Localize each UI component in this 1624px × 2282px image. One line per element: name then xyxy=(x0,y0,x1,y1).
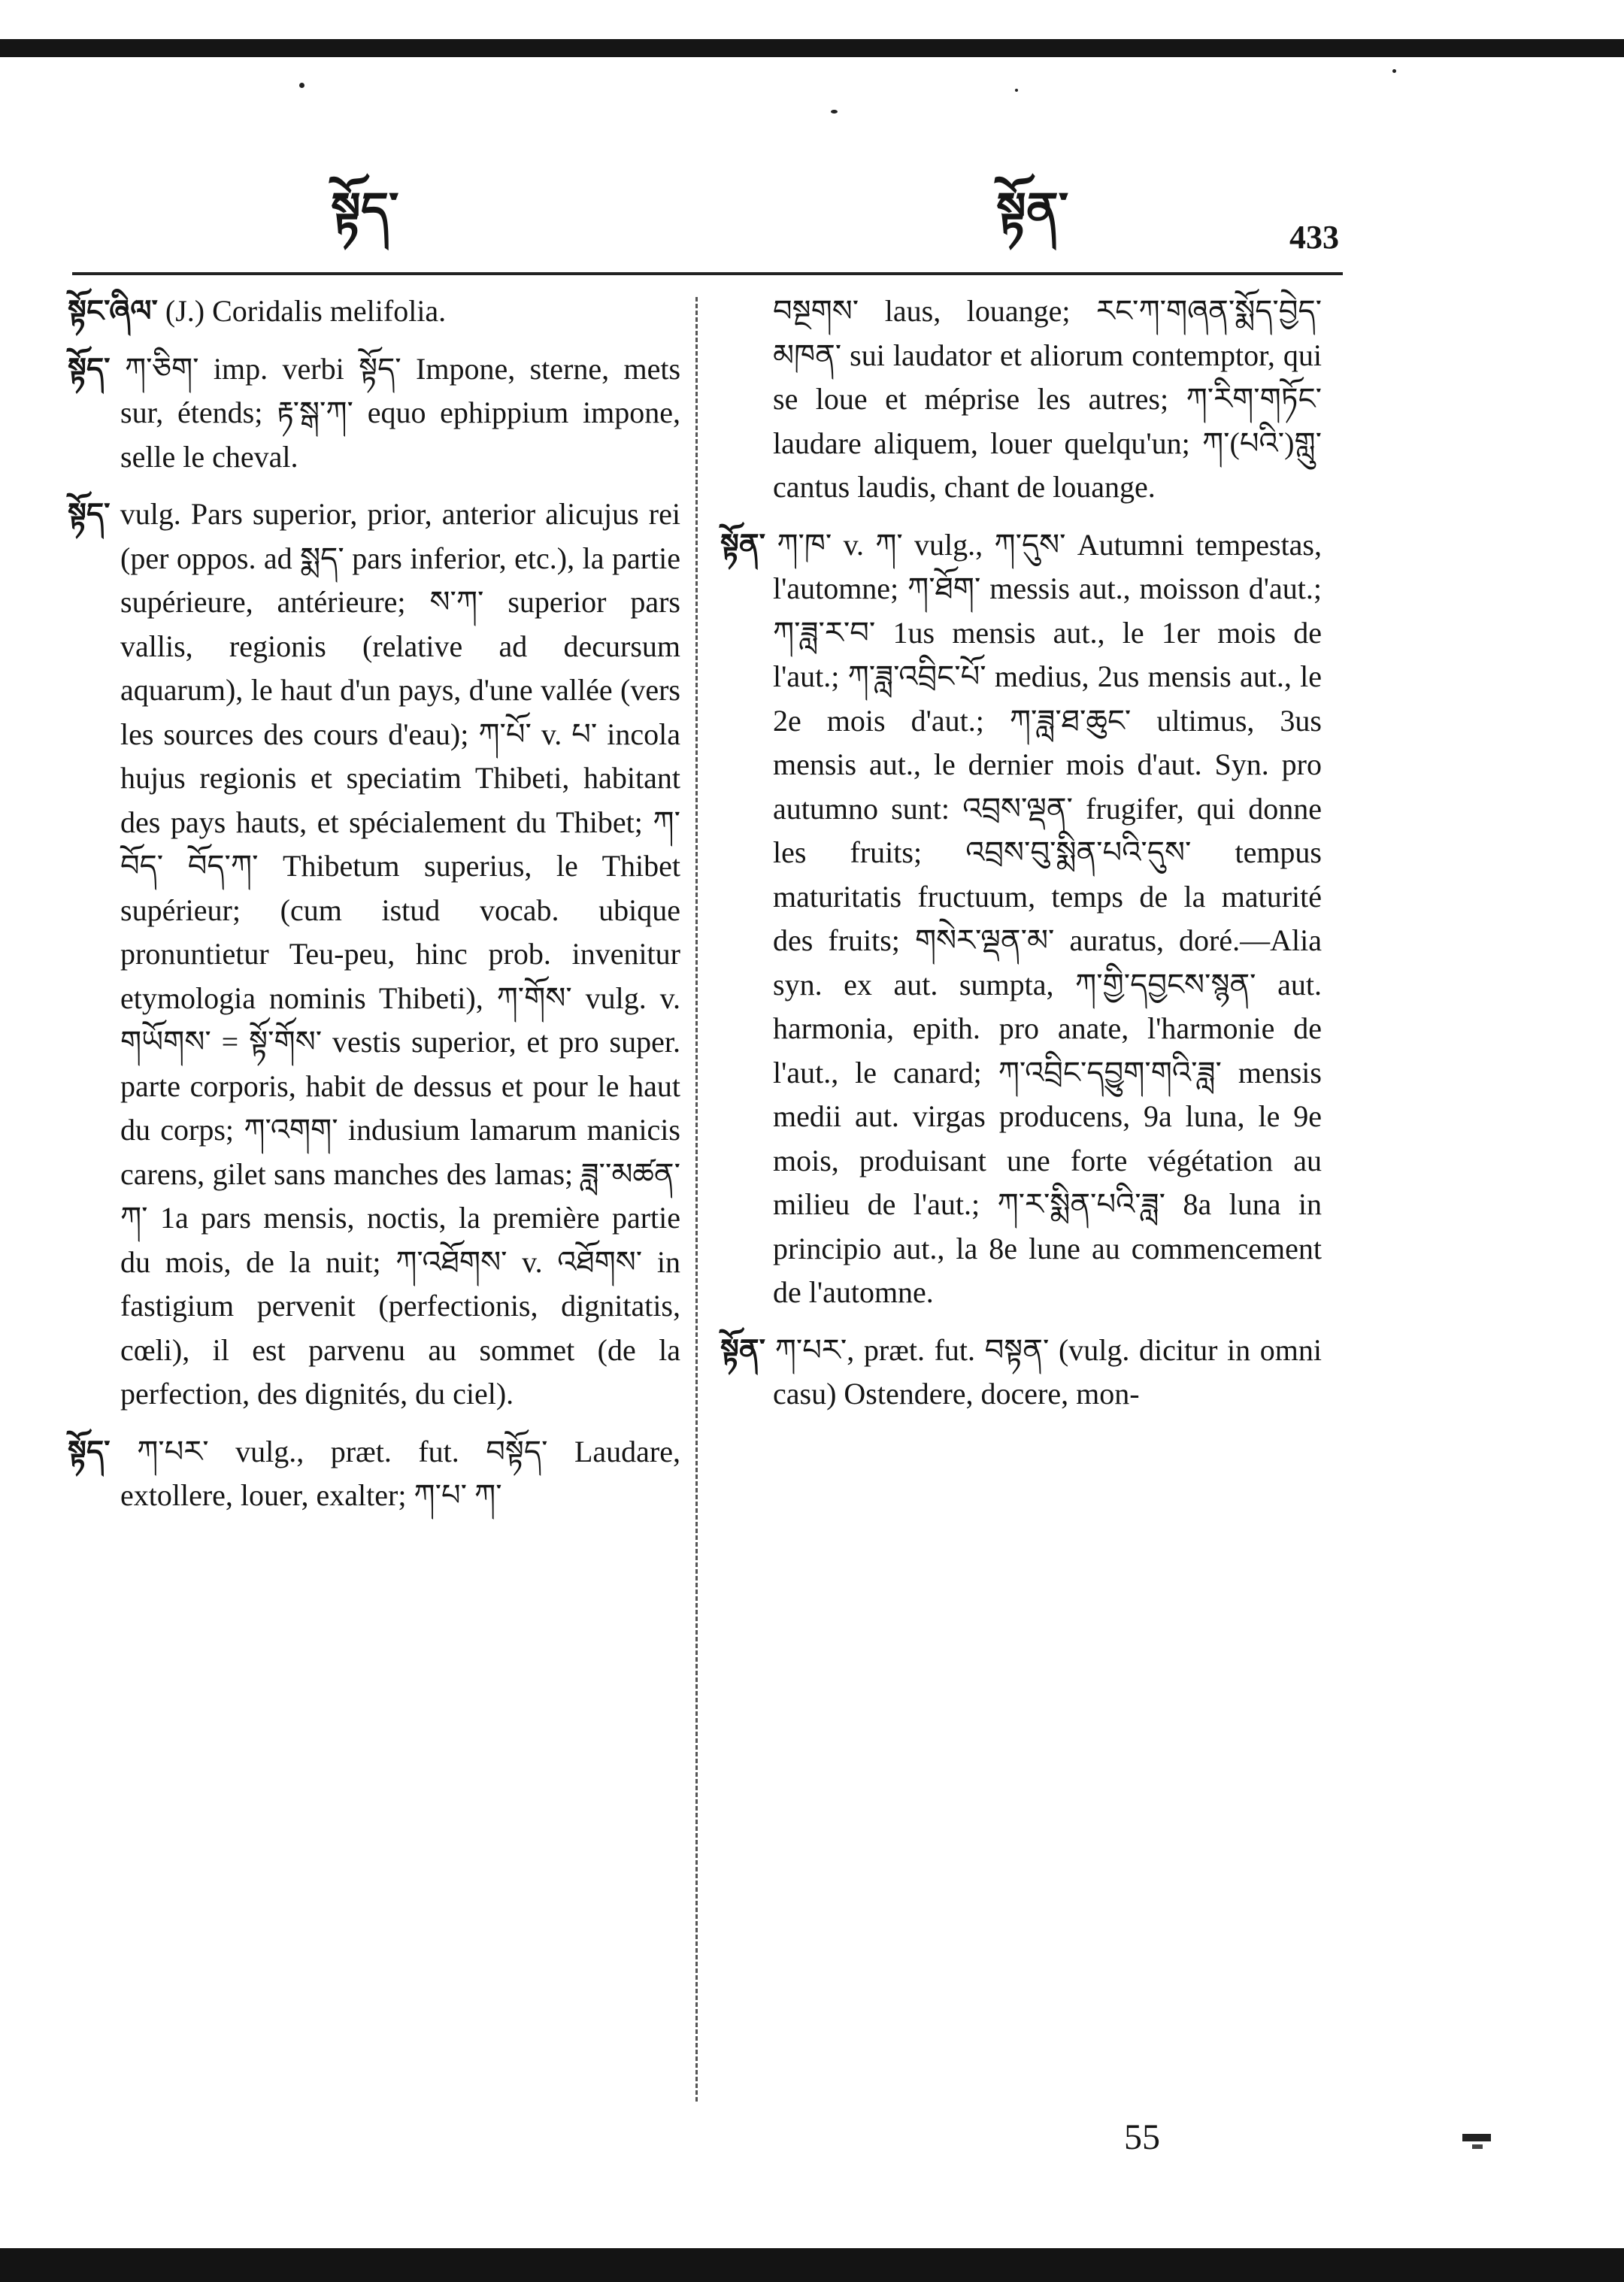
entry-headword: སྟོད་ xyxy=(68,1434,111,1468)
entry-headword: སྟོན་ xyxy=(720,1332,766,1367)
entry-text: vulg. Pars superior, prior, anterior alicujus rei (per oppos. ad སྨད་ pars inferior, etc.), la partie supérieure, antérieure; ས་ཀ་ superior pars vallis, regionis (relative ad decursum aquarum), le haut d'un pays, d'une vallée (vers les sources des cours d'eau); ཀ་པོ་ v. པ་ incola hujus regionis et speciatim Thibeti, habitant des pays hauts, et spécialement du Thibet; ཀ་བོད་ བོད་ཀ་ Thibetum superius, le Thibet supérieur; (cum istud vocab. ubique pronuntietur Teu-peu, hinc prob. invenitur etymologia nominis Thibeti), ཀ་གོས་ vulg. v. གཡོགས་ = སྟོ་གོས་ vestis superior, et pro super. parte corporis, habit de dessus et pour le haut du corps; ཀ་འགག་ indusium lamarum manicis carens, gilet sans manches des lamas; ཟླ་་མཚན་ཀ་ 1a pars mensis, noctis, la première partie du mois, de la nuit; ཀ་འཐོགས་ v. འཐོགས་ in fastigium pervenit (perfectionis, dignitatis, cœli), il est parvenu au sommet (de la perfection, des dignités, du ciel). xyxy=(120,497,680,1411)
entry-text: བསྔགས་ laus, louange; རང་ཀ་གཞན་སྨོད་བྱེད་མཁན་ sui laudator et aliorum contemptor, qui se loue et méprise les autres; ཀ་རིག་གཏོང་ laudare aliquem, louer quelqu'un; ཀ་(པའི་)གླུ་ cantus laudis, chant de louange. xyxy=(773,294,1322,504)
scan-top-border xyxy=(0,39,1624,53)
dictionary-entry xyxy=(68,492,680,1417)
scan-speck xyxy=(1015,89,1018,92)
scan-artifact xyxy=(1462,2134,1491,2141)
running-head-right: སྟོན་ xyxy=(996,183,1069,237)
scan-artifact xyxy=(1472,2144,1483,2149)
dictionary-entry xyxy=(720,523,1322,1315)
scan-speck xyxy=(831,110,838,114)
entry-headword: སྟོད་ xyxy=(68,497,111,531)
entry-text: ཀ་པར་ vulg., præt. fut. བསྟོད་ Laudare, extollere, louer, exalter; ཀ་པ་ ཀ་ xyxy=(120,1434,680,1512)
signature-mark: 55 xyxy=(1124,2117,1160,2157)
header-rule xyxy=(72,272,1343,275)
column-divider xyxy=(695,297,698,2102)
scan-speck xyxy=(1392,69,1396,73)
entry-text: ཀ་པར་, præt. fut. བསྟན་ (vulg. dicitur in omni casu) Ostendere, docere, mon- xyxy=(773,1332,1322,1411)
left-column xyxy=(68,289,680,1532)
scan-bottom-border xyxy=(0,2248,1624,2282)
scan-speck xyxy=(299,83,304,88)
entry-text: ཀ་ཁ་ v. ཀ་ vulg., ཀ་དུས་ Autumni tempestas, l'automne; ཀ་ཐོག་ messis aut., moisson d'aut.; ཀ་ཟླ་ར་བ་ 1us mensis aut., le 1er mois de l'aut.; ཀ་ཟླ་འབྲིང་པོ་ medius, 2us mensis aut., le 2e mois d'aut.; ཀ་ཟླ་ཐ་ཆུང་ ultimus, 3us mensis aut., le dernier mois d'aut. Syn. pro autumno sunt: འབྲས་ལྡན་ frugifer, qui donne les fruits; འབྲས་བུ་སྨིན་པའི་དུས་ tempus maturitatis fructuum, temps de la maturité des fruits; གསེར་ལྡན་མ་ auratus, doré.—Alia syn. ex aut. sumpta, ཀ་གྱི་དབྱངས་སྙན་ aut. harmonia, epith. pro anate, l'harmonie de l'aut., le canard; ཀ་འབྲིང་དབྱུག་གའི་ཟླ་ mensis medii aut. virgas producens, 9a luna, le 9e mois, produisant une forte végétation au milieu de l'aut.; ཀ་ར་སྨིན་པའི་ཟླ་ 8a luna in principio aut., la 8e lune au commencement de l'automne. xyxy=(773,527,1323,1309)
dictionary-entry xyxy=(68,1430,680,1518)
entry-headword: སྟོན་ xyxy=(720,527,766,562)
entry-text: ཀ་ཅིག་ imp. verbi སྟོད་ Impone, sterne, mets sur, étends; རྟ་སྒ་ཀ་ equo ephippium impone, selle le cheval. xyxy=(120,351,681,474)
right-column xyxy=(720,289,1322,1430)
dictionary-entry xyxy=(720,1329,1322,1417)
entry-headword: སྟོང་ཞིལ་ xyxy=(68,294,158,328)
scan-top-border-edge xyxy=(0,53,1624,57)
dictionary-entry-continued xyxy=(720,289,1322,510)
entry-headword: སྟོད་ xyxy=(68,351,111,386)
dictionary-entry xyxy=(68,289,680,334)
dictionary-entry xyxy=(68,347,680,480)
running-head-left: སྟོད་ xyxy=(331,183,399,237)
page-number: 433 xyxy=(1289,219,1339,256)
entry-text: (J.) Coridalis melifolia. xyxy=(165,294,447,328)
